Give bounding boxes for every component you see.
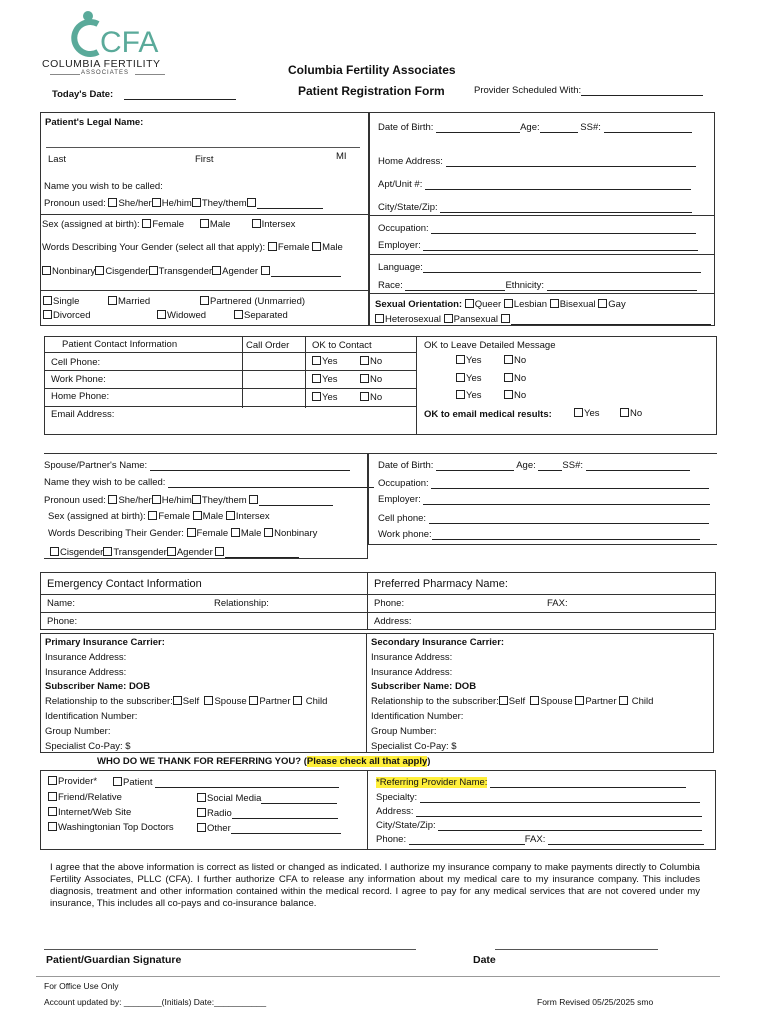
header-title-2: Patient Registration Form bbox=[298, 84, 445, 98]
primary-partner-checkbox[interactable] bbox=[249, 696, 258, 705]
logo-mark: CFA bbox=[100, 26, 159, 58]
apt-field[interactable]: Apt/Unit #: bbox=[378, 178, 691, 190]
pronoun-other-checkbox[interactable] bbox=[247, 198, 256, 207]
cell-msg-yes[interactable]: Yes bbox=[456, 355, 482, 366]
emergency-title: Emergency Contact Information bbox=[47, 578, 202, 590]
secondary-spouse-checkbox[interactable] bbox=[530, 696, 539, 705]
marital-partnered[interactable]: Partnered (Unmarried) bbox=[200, 296, 305, 307]
secondary-copay-label: Specialist Co-Pay: $ bbox=[371, 740, 457, 752]
marital-widowed[interactable]: Widowed bbox=[157, 310, 206, 321]
ref-social-field[interactable]: Social Media bbox=[197, 792, 337, 804]
spouse-gender-male[interactable] bbox=[231, 528, 240, 537]
legal-name-input[interactable] bbox=[46, 147, 360, 148]
email-no[interactable]: No bbox=[620, 408, 642, 419]
email-label: Email Address: bbox=[51, 409, 115, 420]
primary-spouse-checkbox[interactable] bbox=[204, 696, 213, 705]
race-field[interactable]: Race: Ethnicity: bbox=[378, 279, 697, 291]
gender-other-checkbox[interactable] bbox=[261, 266, 270, 275]
work-phone-label: Work Phone: bbox=[51, 374, 106, 385]
home-address-field[interactable]: Home Address: bbox=[378, 155, 696, 167]
cell-msg-no[interactable]: No bbox=[504, 355, 526, 366]
primary-copay-label: Specialist Co-Pay: $ bbox=[45, 740, 131, 752]
cell-phone-label: Cell Phone: bbox=[51, 357, 101, 368]
called-field[interactable]: Name you wish to be called: bbox=[44, 181, 163, 192]
spouse-cis[interactable] bbox=[50, 547, 59, 556]
provider-field[interactable]: Provider Scheduled With: bbox=[474, 84, 703, 96]
ref-other-field[interactable]: Other bbox=[197, 822, 341, 834]
home-contact-no[interactable]: No bbox=[360, 392, 382, 403]
work-contact-yes[interactable]: Yes bbox=[312, 374, 338, 385]
sex-intersex-checkbox[interactable] bbox=[252, 219, 261, 228]
primary-id-label: Identification Number: bbox=[45, 710, 138, 722]
ref-patient-field[interactable]: Patient bbox=[113, 776, 339, 788]
secondary-address-label-2: Insurance Address: bbox=[371, 666, 453, 678]
ref-radio-field[interactable]: Radio bbox=[197, 807, 338, 819]
call-order-header: Call Order bbox=[246, 340, 290, 351]
home-phone-label: Home Phone: bbox=[51, 391, 110, 402]
spouse-name-field[interactable]: Spouse/Partner's Name: bbox=[44, 459, 350, 471]
secondary-child-checkbox[interactable] bbox=[619, 696, 628, 705]
sex-row: Sex (assigned at birth): Female Male Intersex bbox=[42, 219, 296, 230]
legal-name-label: Patient's Legal Name: bbox=[45, 117, 144, 128]
spouse-sex-male[interactable] bbox=[193, 511, 202, 520]
secondary-partner-checkbox[interactable] bbox=[575, 696, 584, 705]
primary-carrier-label: Primary Insurance Carrier: bbox=[45, 637, 165, 648]
spouse-sex-intersex[interactable] bbox=[226, 511, 235, 520]
today-date-field[interactable]: Today's Date: bbox=[52, 88, 236, 100]
spouse-gender-row: Words Describing Their Gender: Female Male Nonbinary bbox=[48, 528, 318, 539]
ref-provider-name-field[interactable]: *Referring Provider Name: bbox=[376, 776, 686, 788]
spouse-sex-row: Sex (assigned at birth): Female Male Intersex bbox=[48, 511, 270, 522]
consent-text: I agree that the above information is correct as listed or changed as indicated. I authorize my insurance company to make payments directly to Columbia Fertility Associates, PLLC (CFA). I further authorize CFA to release any information about my medical care to my insurance company. This includes diagnosis, treatment and other information contained within the medical record. I agree to pay for any medical services that are not covered under my insurance, This includes all co-pays and co-insurance balance. bbox=[50, 862, 700, 909]
gender-cis-checkbox[interactable] bbox=[95, 266, 104, 275]
spouse-occ-field[interactable]: Occupation: bbox=[378, 477, 709, 489]
sex-female-checkbox[interactable] bbox=[142, 219, 151, 228]
orient-hetero-checkbox[interactable] bbox=[375, 314, 384, 323]
contact-table bbox=[44, 336, 717, 435]
secondary-subscriber-label: Subscriber Name: DOB bbox=[371, 681, 477, 693]
primary-address-label: Insurance Address: bbox=[45, 651, 127, 663]
secondary-address-label: Insurance Address: bbox=[371, 651, 453, 663]
spouse-sex-female[interactable] bbox=[148, 511, 157, 520]
secondary-self-checkbox[interactable] bbox=[499, 696, 508, 705]
primary-subscriber-label: Subscriber Name: DOB bbox=[45, 681, 151, 693]
spouse-gender-female[interactable] bbox=[187, 528, 196, 537]
pharmacy-phone-label: Phone: bbox=[374, 598, 405, 609]
primary-group-label: Group Number: bbox=[45, 725, 111, 737]
spouse-work-field[interactable]: Work phone: bbox=[378, 528, 700, 540]
secondary-group-label: Group Number: bbox=[371, 725, 437, 737]
ref-phone-field[interactable]: Phone: FAX: bbox=[376, 833, 704, 845]
gender-female-checkbox[interactable] bbox=[268, 242, 277, 251]
home-contact-yes[interactable]: Yes bbox=[312, 392, 338, 403]
referral-heading: WHO DO WE THANK FOR REFERRING YOU? (Please check all that apply) bbox=[97, 756, 431, 767]
ref-city-field[interactable]: City/State/Zip: bbox=[376, 819, 702, 831]
employer-field[interactable]: Employer: bbox=[378, 239, 698, 251]
signature-label: Patient/Guardian Signature bbox=[46, 954, 182, 966]
pharmacy-name-label: Preferred Pharmacy Name: bbox=[374, 578, 508, 590]
spouse-gender-nonbinary[interactable] bbox=[264, 528, 273, 537]
ref-friend-checkbox[interactable]: Friend/Relative bbox=[48, 792, 122, 803]
orient-bisexual-checkbox[interactable] bbox=[550, 299, 559, 308]
cell-contact-yes[interactable]: Yes bbox=[312, 356, 338, 367]
gender-trans-checkbox[interactable] bbox=[149, 266, 158, 275]
spouse-other-checkbox[interactable] bbox=[249, 495, 258, 504]
ok-email-label: OK to email medical results: bbox=[424, 409, 552, 420]
secondary-id-label: Identification Number: bbox=[371, 710, 464, 722]
ref-provider-checkbox[interactable]: Provider* bbox=[48, 776, 97, 787]
ref-address-field[interactable]: Address: bbox=[376, 805, 702, 817]
orient-queer-checkbox[interactable] bbox=[465, 299, 474, 308]
ok-message-header: OK to Leave Detailed Message bbox=[424, 340, 556, 351]
city-field[interactable]: City/State/Zip: bbox=[378, 201, 692, 213]
secondary-relationship-row: Relationship to the subscriber: Self Spouse Partner Child bbox=[371, 696, 654, 708]
home-msg-no[interactable]: No bbox=[504, 390, 526, 401]
gender-agender-checkbox[interactable] bbox=[212, 266, 221, 275]
primary-self-checkbox[interactable] bbox=[173, 696, 182, 705]
logo bbox=[40, 8, 175, 80]
work-contact-no[interactable]: No bbox=[360, 374, 382, 385]
spouse-called-field[interactable]: Name they wish to be called: bbox=[44, 476, 374, 488]
spouse-gender-other[interactable] bbox=[215, 547, 224, 556]
pronoun-they-checkbox[interactable] bbox=[192, 198, 201, 207]
orientation-row-2: Heterosexual Pansexual bbox=[375, 313, 711, 325]
orient-other-checkbox[interactable] bbox=[501, 314, 510, 323]
cfa-logo-icon bbox=[40, 8, 175, 58]
orient-lesbian-checkbox[interactable] bbox=[504, 299, 513, 308]
emergency-name-label: Name: bbox=[47, 598, 75, 609]
header-title-1: Columbia Fertility Associates bbox=[288, 63, 456, 77]
spouse-pronoun-row: Pronoun used: She/her He/him They/them bbox=[44, 494, 333, 506]
spouse-agender[interactable] bbox=[167, 547, 176, 556]
home-msg-yes[interactable]: Yes bbox=[456, 390, 482, 401]
marital-divorced[interactable]: Divorced bbox=[43, 310, 91, 321]
cell-contact-no[interactable]: No bbox=[360, 356, 382, 367]
primary-child-checkbox[interactable] bbox=[293, 696, 302, 705]
occupation-field[interactable]: Occupation: bbox=[378, 222, 696, 234]
signature-line[interactable] bbox=[44, 949, 416, 950]
mi-label: MI bbox=[336, 151, 347, 162]
contact-header: Patient Contact Information bbox=[62, 339, 178, 350]
emergency-relationship-label: Relationship: bbox=[214, 598, 269, 609]
marital-separated[interactable]: Separated bbox=[234, 310, 288, 321]
spouse-gender-row-2: Cisgender Transgender Agender bbox=[50, 546, 299, 558]
dob-field[interactable]: Date of Birth: Age: SS#: bbox=[378, 121, 692, 133]
office-use-label: For Office Use Only bbox=[44, 981, 119, 991]
logo-sub: ASSOCIATES bbox=[81, 70, 129, 76]
pronoun-he-checkbox[interactable] bbox=[152, 198, 161, 207]
orientation-row: Sexual Orientation: Queer Lesbian Bisexual Gay bbox=[375, 299, 626, 310]
marital-married[interactable]: Married bbox=[108, 296, 150, 307]
pronoun-row: Pronoun used: She/her He/him They/them bbox=[44, 197, 323, 209]
first-label: First bbox=[195, 154, 214, 165]
ref-washingtonian-checkbox[interactable]: Washingtonian Top Doctors bbox=[48, 822, 174, 833]
sex-male-checkbox[interactable] bbox=[200, 219, 209, 228]
marital-single[interactable]: Single bbox=[43, 296, 79, 307]
date-line[interactable] bbox=[495, 949, 658, 950]
spouse-emp-field[interactable]: Employer: bbox=[378, 493, 710, 505]
gender-nonbinary-checkbox[interactable] bbox=[42, 266, 51, 275]
primary-address-label-2: Insurance Address: bbox=[45, 666, 127, 678]
gender-row-2: Nonbinary Cisgender Transgender Agender bbox=[42, 265, 341, 277]
language-field[interactable]: Language: bbox=[378, 261, 701, 273]
spouse-trans[interactable] bbox=[103, 547, 112, 556]
orient-gay-checkbox[interactable] bbox=[598, 299, 607, 308]
pharmacy-address-label: Address: bbox=[374, 616, 412, 627]
orient-pan-checkbox[interactable] bbox=[444, 314, 453, 323]
email-yes[interactable]: Yes bbox=[574, 408, 600, 419]
account-updated-label: Account updated by: ________(Initials) Date:___________ bbox=[44, 997, 267, 1007]
spouse-he-checkbox[interactable] bbox=[152, 495, 161, 504]
last-label: Last bbox=[48, 154, 66, 165]
emergency-phone-label: Phone: bbox=[47, 616, 78, 627]
work-msg-no[interactable]: No bbox=[504, 373, 526, 384]
date-label: Date bbox=[473, 954, 496, 966]
pharmacy-fax-label: FAX: bbox=[547, 598, 568, 609]
logo-name: COLUMBIA FERTILITY bbox=[42, 58, 161, 70]
spouse-she-checkbox[interactable] bbox=[108, 495, 117, 504]
spouse-they-checkbox[interactable] bbox=[192, 495, 201, 504]
spouse-cell-field[interactable]: Cell phone: bbox=[378, 512, 709, 524]
spouse-dob-field[interactable]: Date of Birth: Age: SS#: bbox=[378, 459, 690, 471]
gender-row: Words Describing Your Gender (select all that apply): Female Male bbox=[42, 242, 343, 253]
ref-specialty-field[interactable]: Specialty: bbox=[376, 791, 700, 803]
ok-contact-header: OK to Contact bbox=[312, 340, 372, 351]
work-msg-yes[interactable]: Yes bbox=[456, 373, 482, 384]
pronoun-she-checkbox[interactable] bbox=[108, 198, 117, 207]
secondary-carrier-label: Secondary Insurance Carrier: bbox=[371, 637, 505, 648]
ref-internet-checkbox[interactable]: Internet/Web Site bbox=[48, 807, 131, 818]
form-revised-label: Form Revised 05/25/2025 smo bbox=[537, 997, 654, 1007]
gender-male-checkbox[interactable] bbox=[312, 242, 321, 251]
primary-relationship-row: Relationship to the subscriber: Self Spouse Partner Child bbox=[45, 696, 328, 708]
